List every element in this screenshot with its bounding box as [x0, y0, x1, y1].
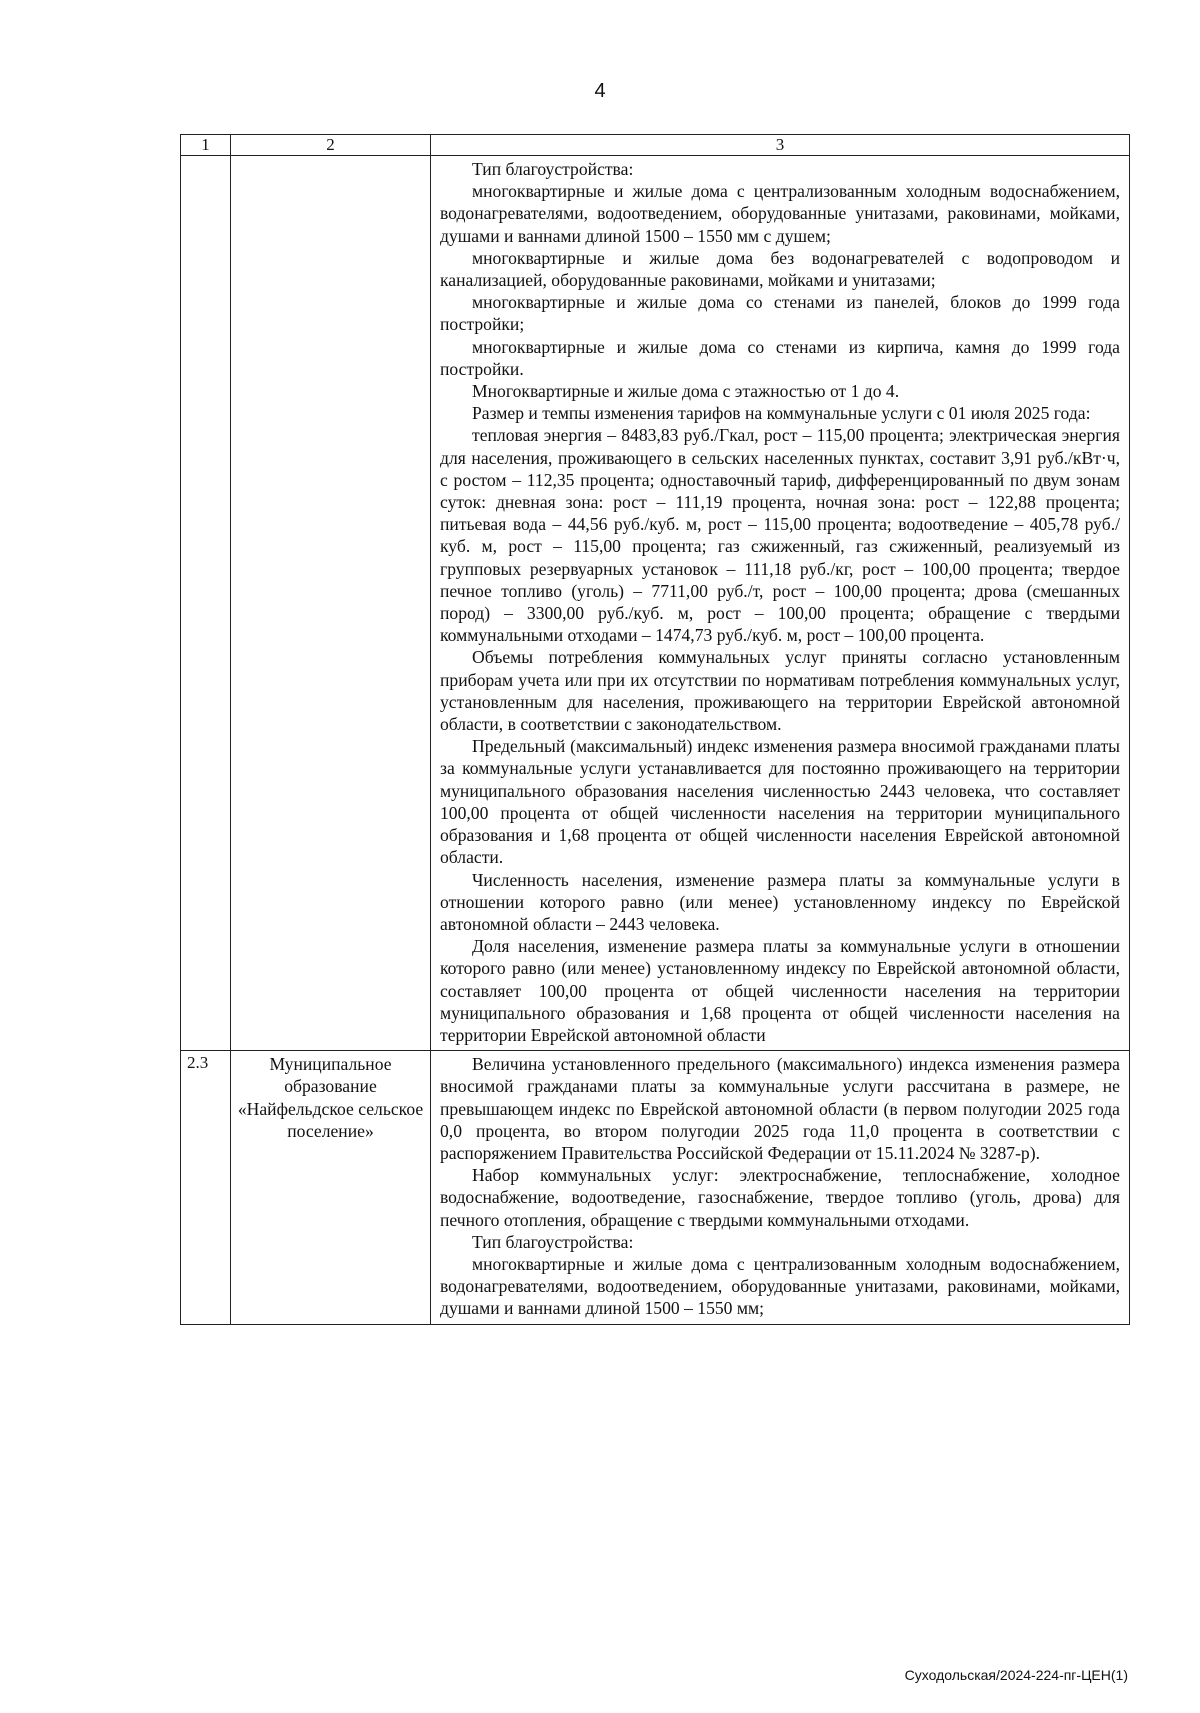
page-number: 4	[594, 80, 606, 102]
document-code-footer: Суходольская/2024-224-пг-ЦЕН(1)	[904, 1667, 1128, 1683]
paragraph: Объемы потребления коммунальных услуг приняты согласно установленным приборам учета или при их отсутствии по нормативам потребления коммунальных услуг, установленным для населения, проживающего на территории Еврейской автономной области, в соответствии с законодательством.	[440, 647, 1120, 735]
table-header-row	[181, 135, 1130, 156]
paragraph: Предельный (максимальный) индекс изменения размера вносимой гражданами платы за коммунальные услуги устанавливается для постоянно проживающего на территории муниципального образования населения численностью 2443 человека, что составляет 100,00 процента от общей численности населения на территории муниципального образования и 1,68 процента от общей численности населения Еврейской автономной области.	[440, 736, 1120, 868]
row-number	[181, 156, 231, 1051]
paragraph: Тип благоустройства:	[472, 159, 634, 179]
paragraph: Набор коммунальных услуг: электроснабжение, теплоснабжение, холодное водоснабжение, водоотведение, газоснабжение, твердое топливо (уголь, дрова) для печного отопления, обращение с твердыми коммунальными отходами.	[440, 1165, 1120, 1230]
paragraph: многоквартирные и жилые дома со стенами из панелей, блоков до 1999 года постройки;	[440, 292, 1120, 335]
municipality-name: Муниципальное образование «Найфельдское сельское поселение»	[231, 1051, 431, 1324]
municipality-name	[231, 156, 431, 1051]
table-row	[181, 1051, 1130, 1324]
row-number: 2.3	[181, 1051, 231, 1324]
paragraph: многоквартирные и жилые дома с централизованным холодным водоснабжением, водонагревателями, водоотведением, оборудованные унитазами, раковинами, мойками, душами и ваннами длиной 1500 – 1550 мм с душем;	[440, 181, 1120, 246]
tariff-table	[180, 134, 1130, 1325]
paragraph: Численность населения, изменение размера платы за коммунальные услуги в отношении которого равно (или менее) установленному индексу по Еврейской автономной области – 2443 человека.	[440, 869, 1120, 934]
paragraph: тепловая энергия – 8483,83 руб./Гкал, рост – 115,00 процента; электрическая энергия для населения, проживающего в сельских населенных пунктах, составит 3,91 руб./кВт·ч, с ростом – 112,35 процента; одноставочный тариф, дифференцированный по двум зонам суток: дневная зона: рост – 111,19 процента, ночная зона: рост – 122,88 процента; питьевая вода – 44,56 руб./куб. м, рост – 115,00 процента; водоотведение – 405,78 руб./куб. м, рост – 115,00 процента; газ сжиженный, газ сжиженный, реализуемый из групповых резервуарных установок – 111,18 руб./кг, рост – 100,00 процента; твердое печное топливо (уголь) – 7711,00 руб./т, рост – 100,00 процента; дрова (смешанных пород) – 3300,00 руб./куб. м, рост – 100,00 процента; обращение с твердыми коммунальными отходами – 1474,73 руб./куб. м, рост – 100,00 процента.	[440, 425, 1120, 646]
header-col-2: 2	[231, 135, 431, 156]
paragraph: Многоквартирные и жилые дома с этажностью от 1 до 4.	[472, 381, 900, 402]
paragraph: многоквартирные и жилые дома без водонагревателей с водопроводом и канализацией, оборудованные раковинами, мойками и унитазами;	[440, 247, 1120, 291]
paragraph: Величина установленного предельного (максимального) индекса изменения размера вносимой гражданами платы за коммунальные услуги рассчитана в размере, не превышающем индекс по Еврейской автономной области (в первом полугодии 2025 года 0,0 процента, во втором полугодии 2025 года 11,0 процента в соответствии с распоряжением Правительства Российской Федерации от 15.11.2024 № 3287-р).	[440, 1054, 1120, 1163]
description-cell	[431, 1051, 1130, 1324]
paragraph: многоквартирные и жилые дома со стенами из кирпича, камня до 1999 года постройки.	[440, 336, 1120, 379]
table-row	[181, 156, 1130, 1051]
description-cell	[431, 156, 1130, 1051]
header-col-3: 3	[431, 135, 1130, 156]
paragraph: Тип благоустройства:	[472, 1231, 634, 1252]
paragraph: многоквартирные и жилые дома с централизованным холодным водоснабжением, водонагревателями, водоотведением, оборудованные унитазами, раковинами, мойками, душами и ваннами длиной 1500 – 1550 мм;	[440, 1253, 1120, 1319]
header-col-1: 1	[181, 135, 231, 156]
paragraph: Доля населения, изменение размера платы за коммунальные услуги в отношении которого равно (или менее) установленному индексу по Еврейской автономной области, составляет 100,00 процента от общей численности населения на территории муниципального образования и 1,68 процента от общей численности населения на территории Еврейской автономной области	[440, 936, 1120, 1045]
paragraph: Размер и темпы изменения тарифов на коммунальные услуги с 01 июля 2025 года:	[472, 403, 1091, 424]
